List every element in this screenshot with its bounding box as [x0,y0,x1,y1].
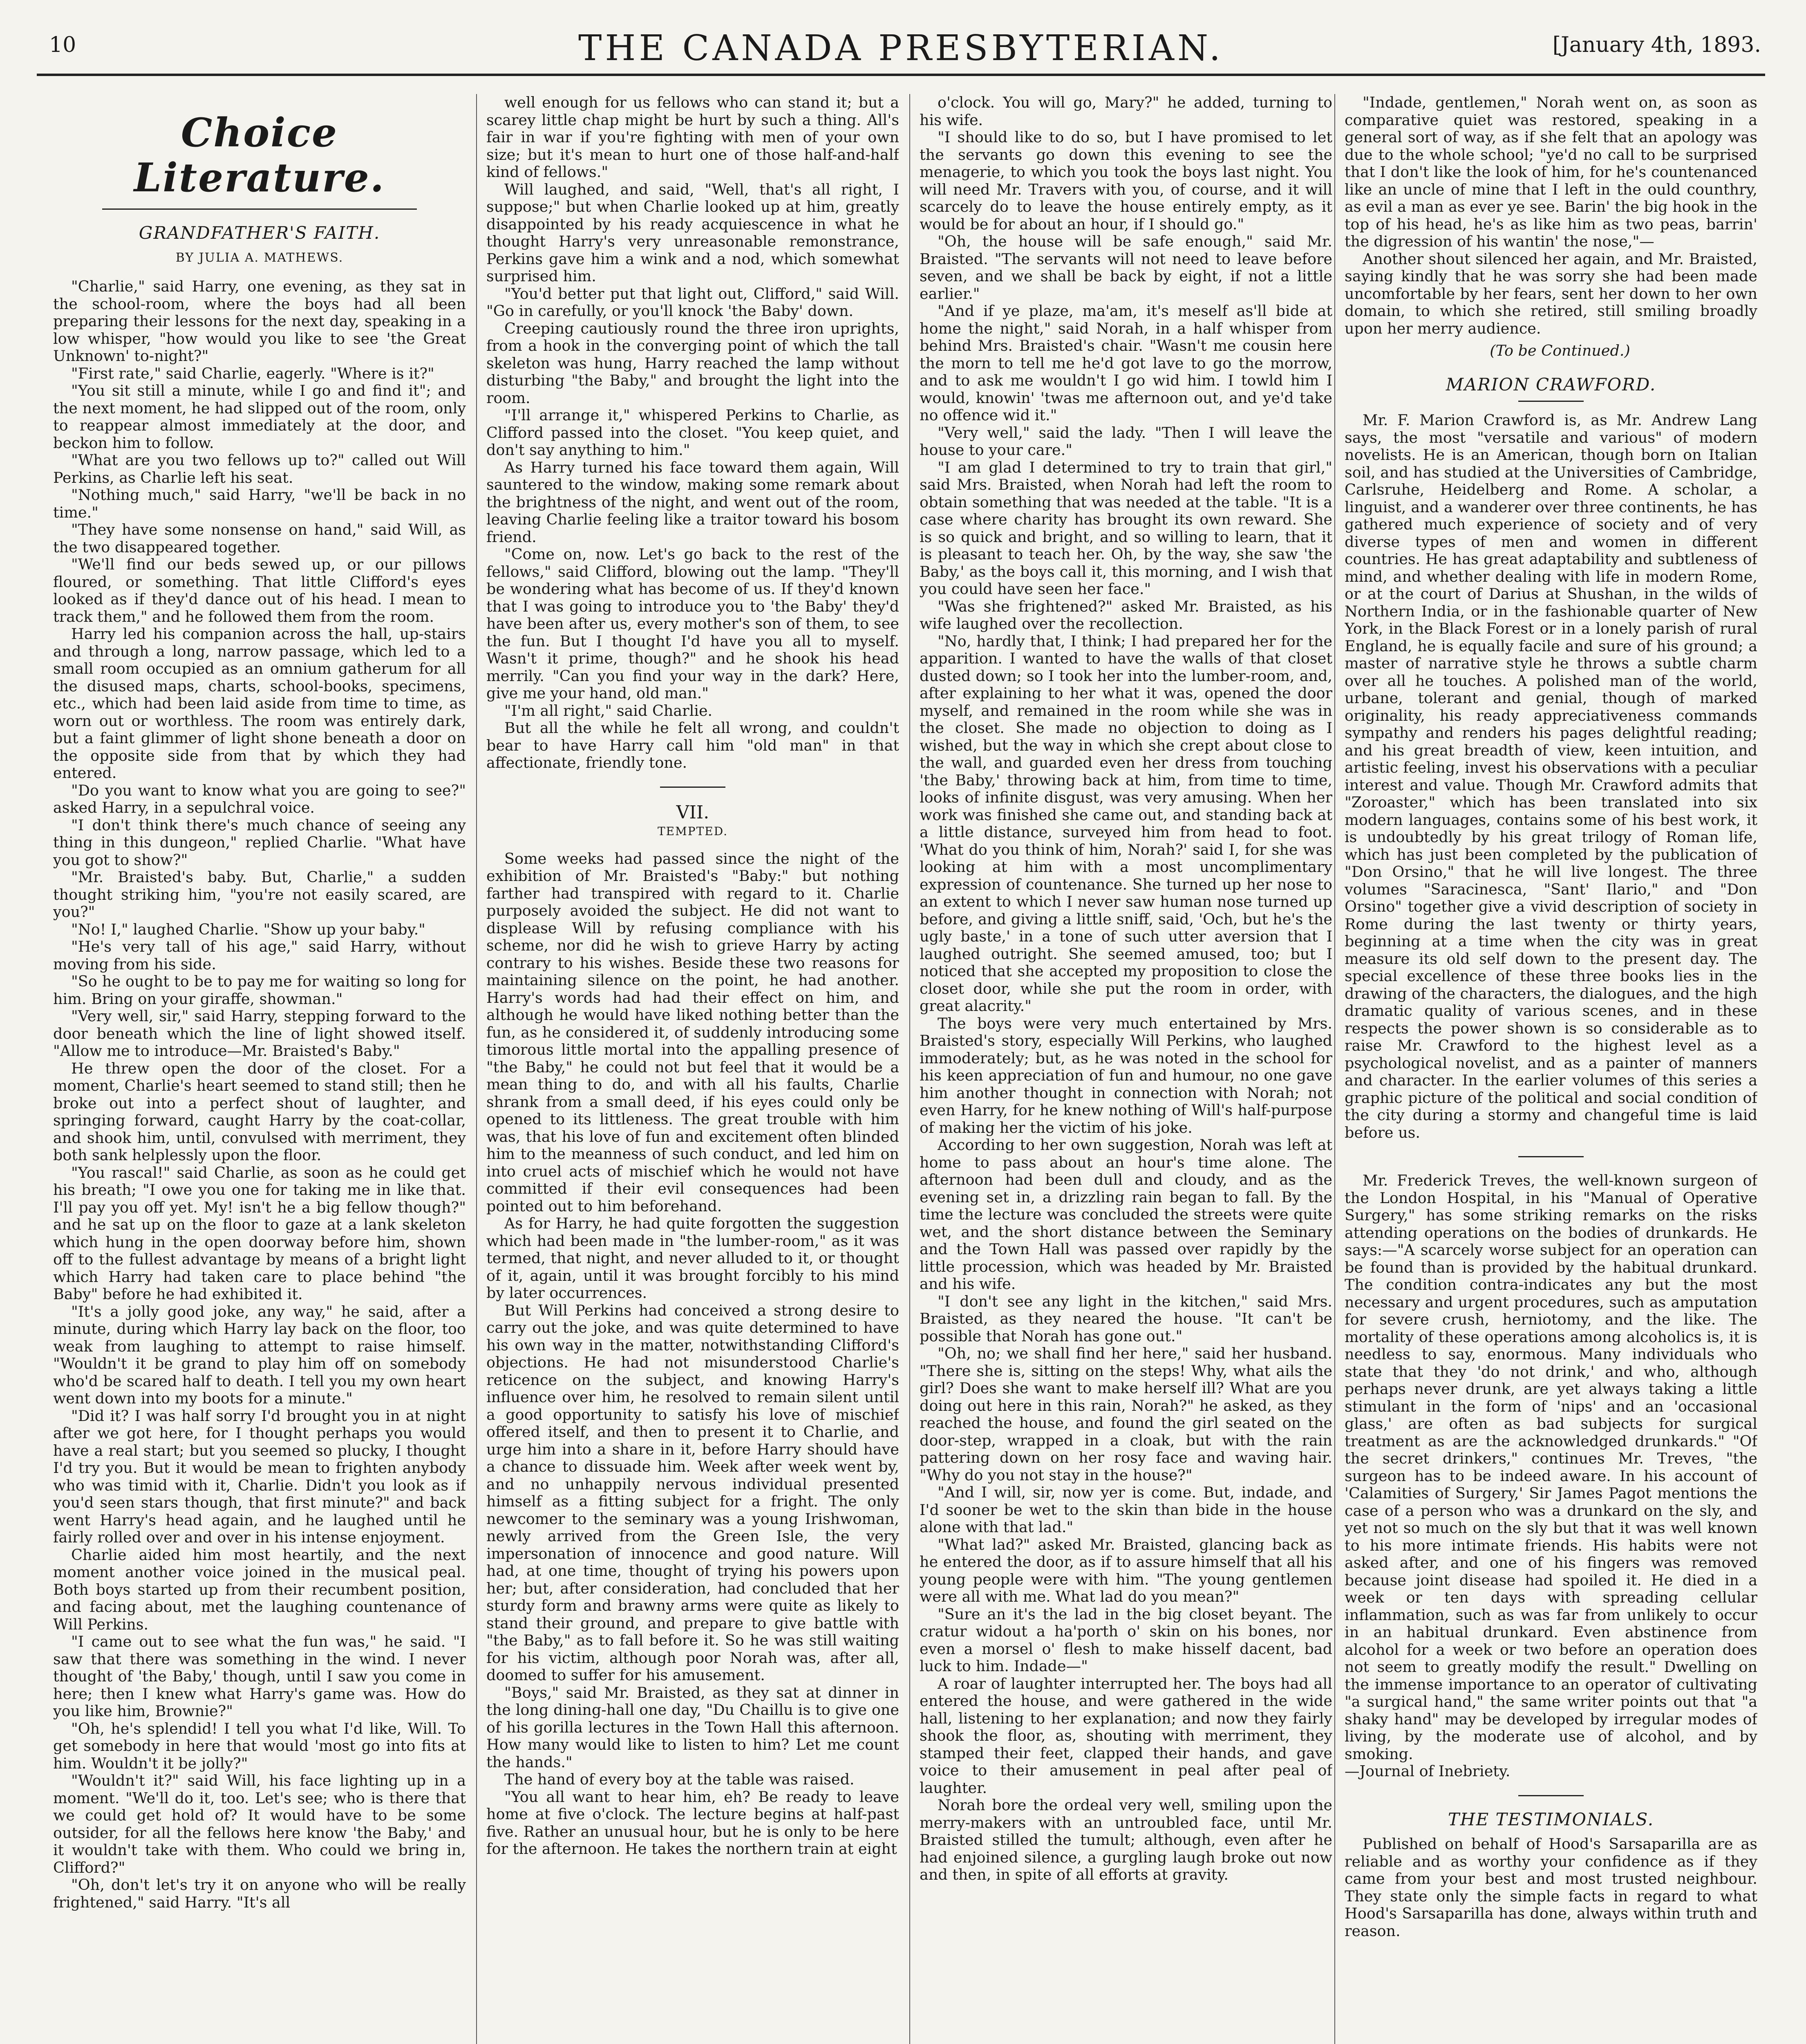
marion-paragraph: Mr. F. Marion Crawford is, as Mr. Andrew Lang says, the most "versatile and various" of modern novelists. He is an American, though born on Italian soil, and has studied at the Universities of Cambridge, Carlsruhe, Heidelberg and Rome. A scholar, a linguist, and a wanderer over three continents, he has gathered much experience of society and of very diverse types of men and women in different countries. He has great adaptability and subtleness of mind, and whether dealing with life in modern Rome, or at the court of Darius at Shushan, in the wilds of Northern India, or in the fashionable quarter of New York, in the Black Forest or in a lonely parish of rural England, he is equally facile and sure of his ground; a master of narrative style he throws a subtle charm over all he touches. A polished man of the world, urbane, tolerant and genial, though of marked originality, his ready appreciativeness commands sympathy and renders his pages delightful reading; and his great breadth of view, keen intuition, and artistic feeling, invest his observations with a peculiar interest and value. Though Mr. Crawford admits that "Zoroaster," which has been translated into six modern languages, contains some of his best work, it is undoubtedly by his great trilogy of Roman life, which has just been completed by the publication of "Don Orsino," that he will live longest. The three volumes "Saracinesca, "Sant' Ilario," and "Don Orsino" together give a vivid description of society in Rome during the last twenty or thirty years, beginning at a time when the city was in great measure its old self down to the present day. The special excellence of these three books lies in the drawing of the characters, the dialogues, and the high dramatic quality of various scenes, and in these respects the power shown is so considerable as to raise Mr. Crawford to the highest level as a psychological novelist, and as a painter of manners and character. In the earlier volumes of this series a graphic picture of the political and social condition of the city during a stormy and changeful time is laid before us. [1345,411,1757,1141]
column-rule [1334,94,1335,2044]
story-title: GRANDFATHER'S FAITH. [139,223,380,243]
story-paragraph: "Mr. Braisted's baby. But, Charlie," a sudden thought striking him, "you're not easily scared, are you?" [53,868,466,921]
story-paragraph: "You sit still a minute, while I go and find it"; and the next moment, he had slipped out of the room, only to reappear almost immediately at the door, and beckon him to follow. [53,382,466,452]
story-paragraph: "Indade, gentlemen," Norah went on, as soon as comparative quiet was restored, speaking in a general sort of way, as if she felt that an apology was due to the whole school; "ye'd no call to be surprised that I don't like the look of him, for he's countenanced like an uncle of mine that I left in the ould counthry, as evil a man as ever ye see. Barin' the big hook in the top of his head, he's as like him as two peas, barrin' the digression of his wantin' the nose,"— [1345,94,1757,250]
story-paragraph: "You'd better put that light out, Clifford," said Will. "Go in carefully, or you'll knock 'the Baby' down. [486,285,899,320]
story-paragraph: But Will Perkins had conceived a strong desire to carry out the joke, and was quite determined to have his own way in the matter, notwithstanding Clifford's objections. He had not misunderstood Charlie's reticence on the subject, and knowing Harry's influence over him, he resolved to remain silent until a good opportunity to satisfy his love of mischief offered itself, and then to present it to Charlie, and urge him into a share in it, before Harry should have a chance to dissuade him. Week after week went by, and no unhappily nervous individual presented himself as a fitting subject for a fright. The only newcomer to the seminary was a young Irishwoman, newly arrived from the Green Isle, the very impersonation of innocence and good nature. Will had, at one time, thought of trying his powers upon her; but, after consideration, had concluded that her sturdy form and brawny arms were quite as likely to stand their ground, and prepare to give battle with "the Baby," as to fall before it. So he was still waiting for his victim, although poor Norah was, after all, doomed to suffer for his amusement. [486,1301,899,1684]
story-paragraph: "Wouldn't it?" said Will, his face lighting up in a moment. "We'll do it, too. Let's see; who is there that we could get hold of? It would have to be some outsider, for all the fellows here know 'the Baby,' and it wouldn't take with them. Who could we bring in, Clifford?" [53,1772,466,1876]
story-body-col2a [486,94,899,772]
story-paragraph: "And I will, sir, now yer is come. But, indade, and I'd sooner be wet to the skin than bide in the house alone with that lad." [920,1484,1332,1536]
story-paragraph: "We'll find our beds sewed up, or our pillows floured, or something. That little Clifford's eyes looked as if they'd dance out of his head. I mean to track them," and he followed them from the room. [53,556,466,625]
story-paragraph: Creeping cautiously round the three iron uprights, from a hook in the converging point of which the tall skeleton was hung, Harry reached the lamp without disturbing "the Baby," and brought the light into the room. [486,319,899,407]
story-paragraph: "And if ye plaze, ma'am, it's meself as'll bide at home the night," said Norah, in a half whisper from behind Mrs. Braisted's chair. "Wasn't me cousin here the morn to tell me he'd got lave to go the morrow, and to ask me wouldn't I go wid him. I towld him I would, knowin' 'twas me afternoon out, and ye'd take no offence wid it." [920,302,1332,424]
story-paragraph: "So he ought to be to pay me for waiting so long for him. Bring on your giraffe, showman." [53,973,466,1008]
column-rule [476,94,477,2044]
story-body-col2b [486,850,899,1858]
story-paragraph: The boys were very much entertained by Mrs. Braisted's story, especially Will Perkins, who laughed immoderately; but, as he was noted in the school for his keen appreciation of fun and humour, no one gave him another thought in connection with Norah; not even Harry, for he knew nothing of Will's half-purpose of making her the victim of his joke. [920,1014,1332,1136]
story-paragraph: Another shout silenced her again, and Mr. Braisted, saying kindly that he was sorry she had been made uncomfortable by her fears, sent her down to her own domain, to which she retired, still smiling broadly upon her merry audience. [1345,250,1757,337]
marion-rule [1518,401,1584,402]
story-paragraph: As for Harry, he had quite forgotten the suggestion which had been made in "the lumber-room," as it was termed, that night, and never alluded to it, or thought of it, again, until it was brought forcibly to his mind by later occurrences. [486,1215,899,1302]
story-paragraph: According to her own suggestion, Norah was left at home to pass about an hour's time alone. The afternoon had been dull and cloudy, and as the evening set in, a drizzling rain began to fall. By the time the lecture was concluded the streets were quite wet, and the short distance between the Seminary and the Town Hall was passed over rapidly by the little procession, which was headed by Mr. Braisted and his wife. [920,1136,1332,1293]
to-be-continued: (To be Continued.) [1490,342,1630,359]
story-paragraph: "They have some nonsense on hand," said Will, as the two disappeared together. [53,521,466,556]
story-paragraph: Will laughed, and said, "Well, that's all right, I suppose;" but when Charlie looked up at him, greatly disappointed by his ready acquiescence in what he thought Harry's very unreasonable remonstrance, Perkins gave him a wink and a nod, which somewhat surprised him. [486,180,899,285]
testimonials-paragraph: Published on behalf of Hood's Sarsaparilla are as reliable and as worthy your confidence as if they came from your best and most trusted neighbour. They state only the simple facts in regard to what Hood's Sarsaparilla has done, always within truth and reason. [1345,1835,1757,1940]
story-paragraph: Charlie aided him most heartily, and the next moment another voice joined in the musical peal. Both boys started up from their recumbent position, and facing about, met the laughing countenance of Will Perkins. [53,1546,466,1633]
story-paragraph: "First rate," said Charlie, eagerly. "Where is it?" [71,364,434,382]
story-body-col1 [53,278,466,1911]
story-paragraph: well enough for us fellows who can stand it; but a scarey little chap might be hurt by such a thing. All's fair in war if you're fighting with men of your own size; but it's mean to hurt one of those half-and-half kind of fellows." [486,94,899,181]
story-paragraph: "I am glad I determined to try to train that girl," said Mrs. Braisted, when Norah had left the room to obtain something that was needed at the table. "It is a case where charity has brought its own reward. She is so quick and bright, and so willing to learn, that it is pleasant to teach her. Oh, by the way, she saw 'the Baby,' as the boys call it, this morning, and I wish that you could have seen her face." [920,458,1332,598]
story-paragraph: "Very well, sir," said Harry, stepping forward to the door beneath which the line of light showed itself. "Allow me to introduce—Mr. Braisted's Baby." [53,1007,466,1060]
story-paragraph: "Did it? I was half sorry I'd brought you in at night after we got here, for I thought perhaps you would have a real start; but you seemed so plucky, I thought I'd try you. But it would be mean to frighten anybody who was timid with it, Charlie. Didn't you look as if you'd seen stars though, that first minute?" and back went Harry's head again, and he laughed until he fairly rolled over and over in his intense enjoyment. [53,1407,466,1546]
treves-paragraph: Mr. Frederick Treves, the well-known surgeon of the London Hospital, in his "Manual of Operative Surgery," has some striking remarks on the risks attending operations on the bodies of drunkards. He says:—"A scarcely worse subject for an operation can be found than is provided by the habitual drunkard. The condition contra-indicates any but the most necessary and urgent procedures, such as amputation for severe crush, herniotomy, and the like. The mortality of these operations among alcoholics is, it is needless to say, enormous. Many individuals who state that they 'do not drink,' and who, although perhaps never drunk, are yet always taking a little stimulant in the form of 'nips' and an 'occasional glass,' are often as bad subjects for surgical treatment as are the acknowledged drunkards." "Of the secret drinkers," continues Mr. Treves, "the surgeon has to be indeed aware. In his account of 'Calamities of Surgery,' Sir James Pagot mentions the case of a person who was a drunkard on the sly, and yet not so much on the sly but that it was well known to his more intimate friends. His habits were not asked after, and one of his fingers was removed because joint disease had spoiled it. He died in a week or ten days with spreading cellular inflammation, such as was far from unlikely to occur in an habitual drunkard. Even abstinence from alcohol for a week or two before an operation does not seem to greatly modify the result." Dwelling on the immense importance to an operator of cultivating "a surgical hand," the same writer points out that "a shaky hand" may be developed by irregular modes of living, by the moderate use of alcohol, and by smoking. [1345,1172,1757,1763]
story-paragraph: "What are you two fellows up to?" called out Will Perkins, as Charlie left his seat. [53,451,466,486]
story-body-col4 [1345,94,1757,337]
story-paragraph: "Oh, the house will be safe enough," said Mr. Braisted. "The servants will not need to leave before seven, and we shall be back by eight, if not a little earlier." [920,233,1332,303]
story-paragraph: "I don't see any light in the kitchen," said Mrs. Braisted, as they neared the house. "It can't be possible that Norah has gone out." [920,1292,1332,1345]
story-byline: BY JULIA A. MATHEWS. [175,250,344,265]
testimonials-title: THE TESTIMONIALS. [1448,1809,1654,1829]
chapter-rule [660,787,725,788]
story-paragraph: "Boys," said Mr. Braisted, as they sat at dinner in the long dining-hall one day, "Du Chaillu is to give one of his gorilla lectures in the Town Hall this afternoon. How many would like to listen to him? Let me count the hands." [486,1683,899,1771]
story-paragraph: "He's very tall of his age," said Harry, without moving from his side. [53,938,466,973]
chapter-number: VII. [676,802,709,823]
story-paragraph: "Oh, he's splendid! I tell you what I'd like, Will. To get somebody in here that would 'most go into fits at him. Wouldn't it be jolly?" [53,1719,466,1772]
story-paragraph: "Sure an it's the lad in the big closet beyant. The cratur widout a ha'porth o' skin on his bones, nor even a morsel o' flesh to make hisself dacent, bad luck to him. Indade—" [920,1605,1332,1675]
chapter-title: TEMPTED. [657,825,728,838]
paper-title: THE CANADA PRESBYTERIAN. [578,28,1224,69]
column-3 [920,94,1332,2044]
column-2 [486,94,899,2044]
masthead [37,25,1765,76]
story-paragraph: o'clock. You will go, Mary?" he added, turning to his wife. [920,94,1332,129]
story-paragraph: "Very well," said the lady. "Then I will leave the house to your care." [920,424,1332,459]
story-paragraph: Harry led his companion across the hall, up-stairs and through a long, narrow passage, which led to a small room occupied as an omnium gatherum for all the disused maps, charts, school-books, specimens, etc., which had been laid aside from time to time, as worn out or worthless. The room was entirely dark, but a faint glimmer of light shone beneath a door on the opposite side from that by which they had entered. [53,625,466,782]
story-paragraph: The hand of every boy at the table was raised. [504,1771,855,1788]
section-heading: Choice Literature. [134,110,385,201]
heading-rule [102,208,417,210]
story-paragraph: "Nothing much," said Harry, "we'll be back in no time." [53,486,466,521]
story-paragraph: "You all want to hear him, eh? Be ready to leave home at five o'clock. The lecture begins at half-past five. Rather an unusual hour, but he is only to be here for the afternoon. He takes the northern train at eight [486,1788,899,1858]
page-number: 10 [49,33,76,57]
story-body-col3 [920,94,1332,1884]
story-paragraph: "I don't think there's much chance of seeing any thing in this dungeon," replied Charlie. "What have you got to show?" [53,816,466,869]
treves-source: —Journal of Inebriety. [1345,1762,1511,1780]
issue-date: [January 4th, 1893. [1552,33,1761,57]
story-paragraph: "I'll arrange it," whispered Perkins to Charlie, as Clifford passed into the closet. "You keep quiet, and don't say anything to him." [486,406,899,459]
story-paragraph: "Oh, no; we shall find her here," said her husband. "There she is, sitting on the steps! Why, what ails the girl? Does she want to make herself ill? What are you doing out here in this rain, Norah?" he asked, as they reached the house, and found the girl seated on the door-step, wrapped in a cloak, but with the rain pattering down on her rosy face and waving hair. "Why do you not stay in the house?" [920,1345,1332,1484]
story-paragraph: "Oh, don't let's try it on anyone who will be really frightened," said Harry. "It's all [53,1876,466,1911]
story-paragraph: "No, hardly that, I think; I had prepared her for the apparition. I wanted to have the walls of that closet dusted down; so I took her into the lumber-room, and, after explaining to her what it was, opened the door myself, and remained in the room while she was in the closet. She made no objection to doing as I wished, but the way in which she crept about close to the wall, and guarded even her dress from touching 'the Baby,' throwing back at him, from time to time, looks of infinite disgust, was very amusing. When her work was finished she came out, and standing back at a little distance, surveyed him from head to foot. 'What do you think of him, Norah?' said I, for she was looking at him with a most uncomplimentary expression of countenance. She turned up her nose to an extent to which I never saw human nose turned up before, and giving a little sniff, said, 'Och, but he's the ugly baste,' in a tone of such utter aversion that I laughed outright. She seemed amused, too; but I noticed that she accepted my proposition to close the closet door, while she put the room in order, with great alacrity." [920,632,1332,1015]
story-paragraph: "I came out to see what the fun was," he said. "I saw that there was something in the wind. I never thought of 'the Baby,' though, until I saw you come in here; then I knew what Harry's game was. How do you like him, Brownie?" [53,1633,466,1720]
story-paragraph: "No! I," laughed Charlie. "Show up your baby." [71,920,425,938]
story-paragraph: "It's a jolly good joke, any way," he said, after a minute, during which Harry lay back on the floor, too weak from laughing to attempt to raise himself. "Wouldn't it be grand to play him off on somebody who'd be scared half to death. I tell you my own heart went down into my boots for a minute." [53,1302,466,1407]
column-rule [909,94,910,2044]
column-4 [1345,94,1757,2044]
story-paragraph: "What lad?" asked Mr. Braisted, glancing back as he entered the door, as if to assure himself that all his young people were with him. "The young gentlemen were all with me. What lad do you mean?" [920,1535,1332,1605]
story-paragraph: "Do you want to know what you are going to see?" asked Harry, in a sepulchral voice. [53,781,466,816]
story-paragraph: He threw open the door of the closet. For a moment, Charlie's heart seemed to stand still; then he broke out into a perfect shout of laughter, and springing forward, caught Harry by the coat-collar, and shook him, until, convulsed with merriment, they both sank helplessly upon the floor. [53,1059,466,1164]
story-paragraph: Some weeks had passed since the night of the exhibition of Mr. Braisted's "Baby:" but nothing farther had transpired with regard to it. Charlie purposely avoided the subject. He did not want to displease Will by refusing compliance with his scheme, nor did he wish to grieve Harry by acting contrary to his wishes. Beside these two reasons for maintaining silence on the point, he had another. Harry's words had had their effect on him, and although he would have liked nothing better than the fun, as he considered it, of suddenly introducing some timorous little mortal into the appalling presence of "the Baby," he could not but feel that it would be a mean thing to do, and with all his faults, Charlie shrank from a small deed, if his eyes could only be opened to its littleness. The great trouble with him was, that his love of fun and excitement often blinded him to the meanness of such conduct, and led him on into cruel acts of mischief which he would not have committed if their evil consequences had been pointed out to him beforehand. [486,849,899,1215]
separator-rule [1518,1795,1584,1796]
story-paragraph: A roar of laughter interrupted her. The boys had all entered the house, and were gathered in the wide hall, listening to her explanation; and now they fairly shook the floor, as, shouting with merriment, they stamped their feet, clapped their hands, and gave voice to their amusement in peal after peal of laughter. [920,1674,1332,1797]
story-paragraph: "Was she frightened?" asked Mr. Braisted, as his wife laughed over the recollection. [920,597,1332,632]
story-paragraph: "I should like to do so, but I have promised to let the servants go down this evening to see the menagerie, to which you took the boys last night. You will need Mr. Travers with you, of course, and it will scarcely do to leave the house entirely empty, as it would be for about an hour, if I should go." [920,128,1332,233]
story-paragraph: But all the while he felt all wrong, and couldn't bear to have Harry call him "old man" in that affectionate, friendly tone. [486,719,899,771]
story-paragraph: "You rascal!" said Charlie, as soon as he could get his breath; "I owe you one for taking me in like that. I'll pay you off yet. My! isn't he a big fellow though?" and he sat up on the floor to gaze at a lank skeleton which hung in the open doorway before him, shown off to the fullest advantage by means of a bright light which Harry had taken care to place behind "the Baby" before he had exhibited it. [53,1163,466,1303]
story-paragraph: "Charlie," said Harry, one evening, as they sat in the school-room, where the boys had all been preparing their lessons for the next day, speaking in a low whisper, "how would you like to see 'the Great Unknown' to-night?" [53,278,466,365]
story-paragraph: Norah bore the ordeal very well, smiling upon the merry-makers with an untroubled face, until Mr. Braisted stilled the tumult; although, even after he had enjoined silence, a gurgling laugh broke out now and then, in spite of all efforts at gravity. [920,1796,1332,1883]
story-paragraph: "Come on, now. Let's go back to the rest of the fellows," said Clifford, blowing out the lamp. "They'll be wondering what has become of us. If they'd known that I was going to introduce you to 'the Baby' they'd have been after us, every mother's son of them, to see the fun. But I thought I'd have you all to myself. Wasn't it prime, though?" and he shook his head merrily. "Can you find your way in the dark? Here, give me your hand, old man." [486,545,899,702]
column-1 [53,94,466,2044]
story-paragraph: "I'm all right," said Charlie. [504,702,713,719]
story-paragraph: As Harry turned his face toward them again, Will sauntered to the window, making some remark about the brightness of the night, and went out of the room, leaving Charlie feeling like a traitor toward his bosom friend. [486,458,899,546]
marion-title: MARION CRAWFORD. [1446,374,1656,394]
separator-rule [1518,1156,1584,1157]
